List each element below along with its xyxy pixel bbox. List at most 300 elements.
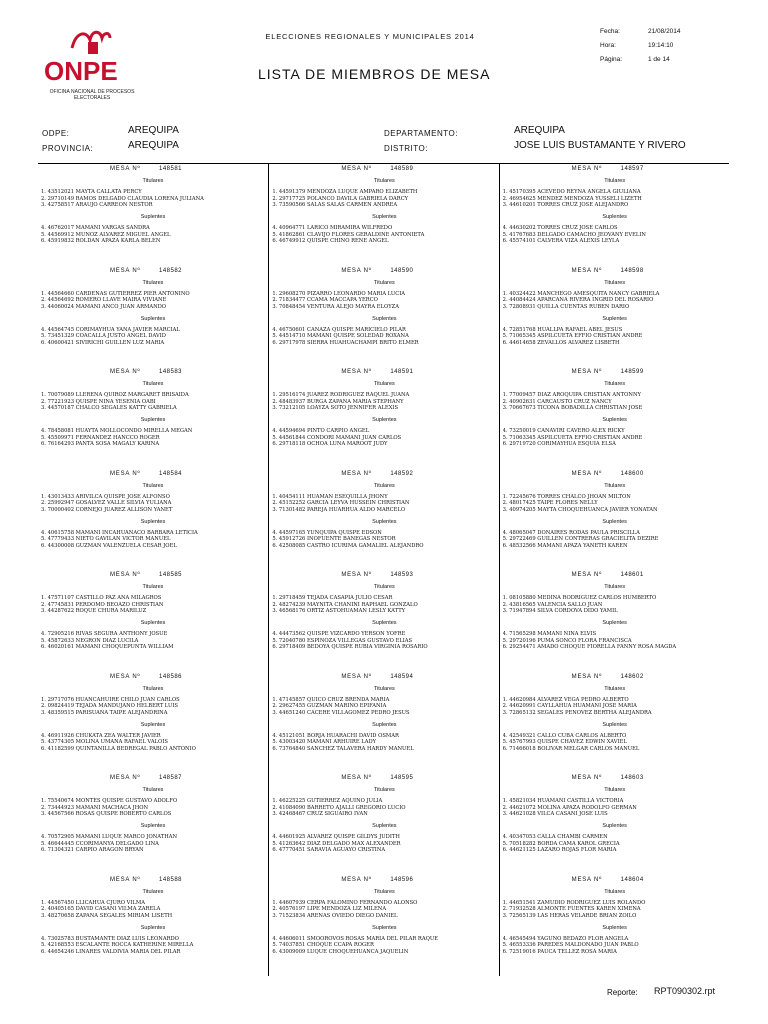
suplentes-heading: Suplentes <box>140 315 166 322</box>
mesa-label: MESA Nº <box>341 166 372 172</box>
titular-member: 1. 44567450 LLICAHUA CJURO VILMA <box>41 899 145 906</box>
titulares-heading: Titulares <box>373 279 395 286</box>
mesa-label: MESA Nº <box>341 876 372 883</box>
titular-member: 3. 70000402 CORNEJO JUAREZ ALLISON YANET <box>41 506 173 513</box>
suplente-member: 6. 47770451 SARAVIA AGUAYO CRISTINA <box>272 847 386 853</box>
suplente-member: 6. 45574101 CALVERA VIZA ALEXIS LEYLA <box>502 238 620 244</box>
mesa-header <box>38 674 268 683</box>
mesa-label: MESA Nº <box>110 572 141 578</box>
mesa-label: MESA Nº <box>110 470 141 477</box>
titular-member: 1. 45170395 ACEVEDO REYNA ANGELA GIULIANA <box>502 189 641 195</box>
mesa-label: MESA Nº <box>110 876 141 883</box>
titular-member: 1. 75540674 MONTES QUISPE GUSTAVO ADOLFO <box>41 798 178 804</box>
titulares-heading: Titulares <box>142 482 164 489</box>
mesa-number: 148604 <box>620 876 644 883</box>
mesa-block <box>500 875 730 977</box>
odpe-value: AREQUIPA <box>128 125 179 136</box>
titular-member: 3. 71523834 ARENAS OVIEDO DIEGO DANIEL <box>272 912 398 919</box>
titulares-heading: Titulares <box>373 787 395 793</box>
mesa-block <box>269 672 499 774</box>
suplentes-heading: Suplentes <box>602 620 627 626</box>
mesa-block <box>38 570 268 672</box>
mesa-header <box>38 877 268 886</box>
mesa-label: MESA Nº <box>110 166 141 172</box>
titular-member: 2. 41084090 BARRETO AJALLI GREGORIO LUCIO <box>272 804 406 811</box>
mesa-block <box>269 773 499 875</box>
titular-member: 3. 73212105 LOAYZA SOTO JENNIFER ALEXIS <box>272 405 399 411</box>
titulares-heading: Titulares <box>373 584 395 590</box>
suplente-member: 5. 41767683 DELGADO CAMACHO JEOVANY EVELIN <box>502 231 646 238</box>
suplente-member: 5. 46644445 CCORIMANYA DELGADO LINA <box>41 840 159 847</box>
mesa-number: 148602 <box>620 673 644 680</box>
mesa-column <box>499 164 730 976</box>
titular-member: 2. 44620991 CAYLLAHUA HUAMANI JOSE MARIA <box>502 703 637 709</box>
mesa-number: 148601 <box>620 572 644 578</box>
titular-member: 3. 71947894 SILVA CORDOVA DIDO YAMIL <box>502 608 618 614</box>
suplente-member: 5. 29720196 PUMA SONCO FLORA FRANCISCA <box>502 637 632 644</box>
titular-member: 3. 44060024 MAMANI ANCO JUAN ARMANDO <box>41 303 167 310</box>
titulares-heading: Titulares <box>604 787 626 793</box>
mesa-block <box>38 164 268 266</box>
titulares-heading: Titulares <box>604 381 626 387</box>
titulares-heading: Titulares <box>373 888 395 895</box>
suplente-member: 5. 70518282 BORDA CAMA KAROL GRECIA <box>502 840 620 847</box>
titular-member: 1. 29718459 TEJADA CASAPIA JULIO CESAR <box>272 595 393 601</box>
mesa-label: MESA Nº <box>571 775 603 781</box>
titular-member: 2. 29627455 GUZMAN MARIÑO EPIFANIA <box>272 703 387 709</box>
suplentes-heading: Suplentes <box>602 417 627 423</box>
suplentes-heading: Suplentes <box>140 518 166 525</box>
mesa-block <box>269 469 499 571</box>
suplente-member: 5. 72040780 ESPINOZA VILLEGAS GUSTAVO ELIAS <box>272 637 413 644</box>
mesa-label: MESA Nº <box>341 470 372 477</box>
mesa-column <box>38 164 268 976</box>
distrito-label: DISTRITO: <box>384 144 428 153</box>
titular-member: 1. 43512021 MAYTA CALLATA PERCY <box>41 189 142 195</box>
suplente-member: 4. 46750601 CANAZA QUISPE MARICIELO PILAR <box>272 326 406 333</box>
departamento-value: AREQUIPA <box>514 125 565 136</box>
suplente-member: 4. 44594694 PINTO CARPIO ANGEL <box>272 428 370 434</box>
titular-member: 3. 72865132 SEGALES PEÑOVEZ BERTHA ALEJANDRA <box>502 709 652 716</box>
titular-member: 2. 77221923 QUISPE NINA YESENIA OABI <box>41 398 156 405</box>
suplente-member: 6. 43009009 LUQUE CHOQUEHUANCA JAQUELIN <box>272 948 409 955</box>
suplente-member: 4. 45121051 BORJA HUARACHI DAVID OSMAR <box>272 732 399 739</box>
titulares-heading: Titulares <box>142 178 164 184</box>
mesa-header <box>269 268 499 277</box>
mesa-block <box>269 266 499 368</box>
titulares-heading: Titulares <box>604 584 626 590</box>
mesa-number: 148592 <box>390 470 414 477</box>
titular-member: 1. 47145857 QUICO CRUZ BRENDA MARIA <box>272 696 390 703</box>
pagina-value: 1 de 14 <box>648 56 670 63</box>
mesa-label: MESA Nº <box>571 369 603 375</box>
suplente-member: 4. 46762017 MAMANI VARGAS SANDRA <box>41 225 150 231</box>
suplente-member: 5. 44569912 MUÑOZ ALVAREZ MIGUEL ANGEL <box>41 231 171 238</box>
mesa-block <box>38 773 268 875</box>
suplente-member: 6. 72519016 PAUCA TELLEZ ROSA MARIA <box>502 948 617 955</box>
mesa-block <box>500 469 730 571</box>
titular-member: 3. 46568176 ORTIZ ASTOHUAMAN LESLY KATTY <box>272 608 406 614</box>
titular-member: 3. 44570187 CHALCO SEGALES KATTY GABRIELA <box>41 405 177 411</box>
mesa-block <box>38 469 268 571</box>
suplente-member: 6. 29719720 CORIMAYHUA ESQUIA ELSA <box>502 441 616 447</box>
suplente-member: 4. 72905216 RIVAS SEGURA ANTHONY JOSUE <box>41 631 168 637</box>
suplente-member: 4. 48065047 DONAIRES RODAS PAULA PRISCILLA <box>502 529 640 536</box>
suplente-member: 4. 44564745 CORIMAYHUA YANA JAVIER MARCIAL <box>41 326 180 333</box>
mesa-header <box>38 369 268 378</box>
mesa-label: MESA Nº <box>341 369 372 375</box>
suplente-member: 4. 73250019 CANAVIRI CAVERO ALEX RICKY <box>502 428 625 434</box>
titular-member: 3. 42758517 ARAUJO CARREON NESTOR <box>41 202 153 208</box>
suplentes-heading: Suplentes <box>602 214 627 220</box>
suplente-member: 6. 29717978 SIERRA HUAHUACHAMPI BRITO ELMER <box>272 339 419 346</box>
mesa-label: MESA Nº <box>110 775 141 781</box>
suplente-member: 6. 71466018 BOLIVAR MELGAR CARLOS MANUEL <box>502 745 640 752</box>
titulares-heading: Titulares <box>142 787 164 793</box>
suplentes-heading: Suplentes <box>372 315 397 322</box>
titular-member: 2. 09824419 TEJADA MANDUJANO HELBERT LUIS <box>41 703 178 709</box>
mesa-block <box>269 570 499 672</box>
mesa-number: 148581 <box>159 166 183 172</box>
titular-member: 2. 48017425 TAIPE FLORES NELLY <box>502 500 598 506</box>
titular-member: 1. 29717076 HUANCAHUIRE CHILO JUAN CARLOS <box>41 696 180 703</box>
suplentes-heading: Suplentes <box>140 721 166 728</box>
suplente-member: 4. 71565298 MAMANI NINA ELVIS <box>502 631 597 637</box>
titulares-heading: Titulares <box>373 482 395 489</box>
suplentes-heading: Suplentes <box>602 315 627 322</box>
titular-member: 1. 47571107 CASTILLO PAZ ANA MILAGROS <box>41 595 162 601</box>
suplente-member: 6. 71304321 CARPIO ARAGON BRYAN <box>41 847 144 853</box>
suplente-member: 4. 40347053 CALLA CHAMBI CARMEN <box>502 834 608 840</box>
suplente-member: 4. 44606011 SMOOROVOS ROSAS MARIA DEL PILAR RAQUE <box>272 935 438 942</box>
fecha-label: Fecha: <box>600 28 620 35</box>
titular-member: 2. 73444923 MAMANI MACHACA JHON <box>41 804 149 811</box>
titulares-heading: Titulares <box>604 279 626 286</box>
suplentes-heading: Suplentes <box>372 620 397 626</box>
mesa-block <box>269 367 499 469</box>
suplentes-heading: Suplentes <box>140 417 166 423</box>
titular-member: 3. 70667673 TICONA BOBADILLA CHRISTIAN JOSE <box>502 405 643 411</box>
mesa-label: MESA Nº <box>341 267 372 274</box>
mesa-header <box>38 572 268 581</box>
titulares-heading: Titulares <box>373 178 395 184</box>
mesa-header <box>269 166 499 175</box>
suplente-member: 4. 44597165 YUNQUIPA QUISPE EDSON <box>272 529 382 536</box>
mesa-header <box>38 775 268 784</box>
mesa-block <box>38 266 268 368</box>
titulares-heading: Titulares <box>604 888 626 895</box>
suplente-member: 4. 40964771 LARICO MIRAMIRA WILFREDO <box>272 225 393 231</box>
mesa-number: 148589 <box>390 166 414 172</box>
titulares-heading: Titulares <box>142 888 164 895</box>
suplentes-heading: Suplentes <box>140 620 166 626</box>
mesa-number: 148583 <box>159 369 183 375</box>
mesa-header <box>500 471 730 480</box>
titular-member: 1. 08105880 MEDINA RODRIGUEZ CARLOS HUMBERTO <box>502 595 657 601</box>
mesa-block <box>500 773 730 875</box>
suplente-member: 4. 78458081 HUAYTA MOLLOCONDO MIRELLA MEGAN <box>41 428 193 434</box>
mesa-block <box>38 367 268 469</box>
suplente-member: 5. 47779433 NIETO GAVILAN VICTOR MANUEL <box>41 536 171 542</box>
titular-member: 2. 45152252 GARCIA LEYVA HUSSEIN CHRISTIAN <box>272 500 410 506</box>
mesa-header <box>269 775 499 784</box>
suplentes-heading: Suplentes <box>602 924 627 931</box>
mesa-header <box>500 572 730 581</box>
reporte-value: RPT090302.rpt <box>654 986 716 996</box>
mesa-header <box>269 572 499 581</box>
titular-member: 1. 29516174 JUAREZ RODRIGUEZ RAQUEL JUANA <box>272 392 410 398</box>
titular-member: 3. 44567566 ROSAS QUISPE ROBERTO CARLOS <box>41 811 172 817</box>
mesa-label: MESA Nº <box>110 673 141 680</box>
suplentes-heading: Suplentes <box>140 214 166 220</box>
page-title: LISTA DE MIEMBROS DE MESA <box>258 66 491 82</box>
titular-member: 2. 71834477 CCAMA MACCAPA YERCO <box>272 297 378 303</box>
suplente-member: 4. 44630202 TORRES CRUZ JOSE CARLOS <box>502 225 618 231</box>
titular-member: 2. 47745831 PERDOMO BEOAZO CHRISTIAN <box>41 601 164 608</box>
suplente-member: 5. 43774305 MOLINA UMAÑA RAFAEL VALOIS <box>41 739 168 745</box>
titulares-heading: Titulares <box>142 381 164 387</box>
mesa-number: 148590 <box>390 267 414 274</box>
titular-member: 2. 40405165 DAVID CASANI VILMA ZARELA <box>41 906 161 912</box>
suplente-member: 6. 29718118 OCHOA LUNA MAROOT JUDY <box>272 441 388 447</box>
mesa-number: 148596 <box>390 876 414 883</box>
mesa-header <box>500 877 730 886</box>
titular-member: 1. 40324422 MANCHEGO AMESQUITA NANCY GABRIELA <box>502 290 660 297</box>
mesa-number: 148600 <box>620 470 644 477</box>
titular-member: 3. 44621028 VILCA CASANI JOSE LUIS <box>502 811 608 817</box>
suplentes-heading: Suplentes <box>602 518 627 525</box>
suplente-member: 5. 45767993 QUISPE CHAVEZ EDWIN XAVIEL <box>502 739 627 745</box>
titular-member: 1. 44564660 CARDENAS GUTIERREZ PIER ANTONINO <box>41 290 190 297</box>
titular-member: 3. 48270658 ZAPANA SEGALES MIRIAM LISETH <box>41 912 173 919</box>
titular-member: 1. 46225225 GUTIERREZ AQUINO JULIA <box>272 798 383 804</box>
suplente-member: 6. 44300008 GUZMAN VALENZUELA CESAR JOEL <box>41 542 177 549</box>
titulares-heading: Titulares <box>604 482 626 489</box>
titulares-heading: Titulares <box>604 685 626 692</box>
suplente-member: 6. 76164293 PANTA SOSA MAGALY KARINA <box>41 441 160 447</box>
suplente-member: 6. 44654246 LINARES VALDIVIA MARIA DEL PILAR <box>41 948 181 955</box>
titulares-heading: Titulares <box>142 584 164 590</box>
titular-member: 3. 48359515 PARISUAÑA TAIPE ALEJANDRINA <box>41 709 168 716</box>
mesa-number: 148599 <box>620 369 644 375</box>
suplentes-heading: Suplentes <box>602 721 627 728</box>
titular-member: 2. 40902631 CARCAUSTO CRUZ NANCY <box>502 398 612 405</box>
mesa-header <box>269 369 499 378</box>
provincia-label: PROVINCIA: <box>42 144 94 153</box>
mesa-block <box>269 875 499 977</box>
titular-member: 1. 72245676 TORRES CHALCO JHOAN MILTON <box>502 493 631 500</box>
mesa-label: MESA Nº <box>571 673 603 680</box>
suplente-member: 4. 72851768 HUALLPA RAFAEL ABEL JESUS <box>502 326 623 333</box>
suplentes-heading: Suplentes <box>372 417 397 423</box>
mesa-header <box>500 775 730 784</box>
titular-member: 2. 48483937 BURGA ZAPANA MARIA STEPHANY <box>272 398 404 405</box>
suplente-member: 6. 73764840 SANCHEZ TALAVERA HARDY MANUEL <box>272 745 414 752</box>
mesa-number: 148593 <box>390 572 414 578</box>
titular-member: 2. 44621072 MOLINA APAZA RODOLFO GERMAN <box>502 804 637 811</box>
mesa-header <box>500 369 730 378</box>
suplente-member: 6. 48532566 MAMANI APAZA YANETH KAREN <box>502 542 628 549</box>
mesa-header <box>269 471 499 480</box>
mesa-label: MESA Nº <box>341 572 372 578</box>
titular-member: 1. 44591379 MENDOZA LUQUE AMPARO ELIZABETH <box>272 189 418 195</box>
mesa-block <box>500 266 730 368</box>
titular-member: 3. 72808931 QUILLA CUENTAS RUBEN DARIO <box>502 303 630 310</box>
titular-member: 1. 44620984 ALVAREZ VEGA PEDRO ALBERTO <box>502 696 629 703</box>
suplente-member: 6. 44621125 LAZARO ROJAS FLOR MARIA <box>502 847 617 853</box>
titulares-heading: Titulares <box>142 279 164 286</box>
mesa-number: 148597 <box>620 166 644 172</box>
titular-member: 1. 40454111 HUAMAN ESEQUILLA JHONY <box>272 493 388 500</box>
distrito-value: JOSE LUIS BUSTAMANTE Y RIVERO <box>514 140 686 151</box>
fecha-value: 21/08/2014 <box>648 28 681 35</box>
suplente-member: 4. 70572905 MAMANI LUQUE MARCO JONATHAN <box>41 834 178 840</box>
mesa-block <box>500 672 730 774</box>
mesa-block <box>269 164 499 266</box>
suplente-member: 6. 45919832 ROLDAN APAZA KARLA BELEN <box>41 238 161 244</box>
suplente-member: 5. 45872633 NEGRON DIAZ LUCILA <box>41 637 139 644</box>
titulares-heading: Titulares <box>142 685 164 692</box>
mesa-column <box>268 164 499 976</box>
suplentes-heading: Suplentes <box>372 924 397 931</box>
suplentes-heading: Suplentes <box>372 721 397 728</box>
mesa-number: 148598 <box>620 267 644 274</box>
odpe-label: ODPE: <box>42 129 70 138</box>
titular-member: 3. 73590566 SALAS SALAS CARMEN ANDREA <box>272 202 398 208</box>
titular-member: 3. 44651240 CACERE VILLAGOMEZ PEDRO JESUS <box>272 709 410 716</box>
titular-member: 1. 43013433 ARIVILCA QUISPE JOSE ALFONSO <box>41 493 170 500</box>
mesa-header <box>500 268 730 277</box>
mesa-grid <box>38 163 729 976</box>
titular-member: 1. 77009457 DIAZ AROQUIPA CRISTIAN ANTONNY <box>502 392 641 398</box>
suplente-member: 6. 29254471 AMADO CHOQUE FIORELLA FANNY ROSA MAGDA <box>502 644 677 650</box>
suplente-member: 4. 73025783 BUSTAMANTE DIAZ LUIS LEONARDO <box>41 935 179 942</box>
titulares-heading: Titulares <box>373 685 395 692</box>
suplente-member: 6. 46020161 MAMANI CHOQUEPUNTA WILLIAM <box>41 644 174 650</box>
suplente-member: 4. 46911926 CHUKATA ZEA WALTER JAVIER <box>41 732 161 739</box>
mesa-block <box>38 672 268 774</box>
mesa-number: 148595 <box>390 775 414 781</box>
mesa-block <box>500 164 730 266</box>
suplentes-heading: Suplentes <box>602 823 627 829</box>
mesa-number: 148584 <box>159 470 183 477</box>
suplente-member: 5. 46553336 PAREDES MALDONADO JUAN PABLO <box>502 942 639 948</box>
suplente-member: 5. 74037851 CHOQUE CCAPA ROGER <box>272 942 374 948</box>
suplente-member: 4. 44473562 QUISPE VIZCARDO YERSON YOFRE <box>272 631 406 637</box>
mesa-label: MESA Nº <box>571 470 603 477</box>
mesa-label: MESA Nº <box>110 267 141 274</box>
reporte-label: Reporte: <box>607 988 638 997</box>
titular-member: 3. 40974205 MAYTA CHOQUEHUANCA JAVIER YONATAN <box>502 506 658 513</box>
mesa-block <box>38 875 268 977</box>
titulares-heading: Titulares <box>604 178 626 184</box>
mesa-number: 148591 <box>390 369 414 375</box>
mesa-label: MESA Nº <box>571 876 603 883</box>
suplente-member: 5. 44514710 MAMANI QUISPE SOLEDAD ROXANA <box>272 333 409 339</box>
suplente-member: 4. 46545494 YAGUNO BEDAZO FLOR ANGELA <box>502 935 629 942</box>
mesa-block <box>500 570 730 672</box>
titular-member: 3. 44287622 ROQUE CHURA MARILUZ <box>41 608 147 614</box>
titular-member: 2. 29717725 POLANCO DAVILA GABRIELA DARCY <box>272 195 409 202</box>
departamento-label: DEPARTAMENTO: <box>384 129 458 138</box>
titular-member: 1. 70079089 LLERENA QUIROZ MARGARET BRISAIDA <box>41 392 189 398</box>
mesa-label: MESA Nº <box>571 572 603 578</box>
hora-label: Hora: <box>600 42 616 49</box>
brand-name: ONPE <box>44 56 118 86</box>
mesa-number: 148594 <box>390 673 414 680</box>
titulares-heading: Titulares <box>373 381 395 387</box>
suplente-member: 5. 43003420 MAMANI ARHUIRE LADY <box>272 739 377 745</box>
suplente-member: 6. 44614658 ZEVALLOS ALVAREZ LISBETH <box>502 339 620 346</box>
provincia-value: AREQUIPA <box>128 140 179 151</box>
titular-member: 2. 46954625 MENDEZ MENDOZA YUSSELI LIZETH <box>502 195 642 202</box>
mesa-header <box>269 877 499 886</box>
mesa-number: 148582 <box>159 267 183 274</box>
suplentes-heading: Suplentes <box>372 518 397 525</box>
mesa-block <box>500 367 730 469</box>
election-name: ELECCIONES REGIONALES Y MUNICIPALES 2014 <box>265 32 475 41</box>
mesa-header <box>38 268 268 277</box>
mesa-number: 148588 <box>159 876 183 883</box>
suplentes-heading: Suplentes <box>372 214 397 220</box>
titular-member: 2. 44564692 ROMERO LLAVE MAIRA VIVIANE <box>41 297 167 303</box>
suplente-member: 6. 40600421 SIVIRICHI GUILLEN LUZ MARIA <box>41 339 165 346</box>
suplente-member: 5. 41263642 DIAZ DELGADO MAX ALEXANDER <box>272 840 401 847</box>
ballot-hand-icon <box>66 26 114 56</box>
suplente-member: 5. 44561844 CONDORI MAMANI JUAN CARLOS <box>272 434 402 441</box>
suplente-member: 4. 40615758 MAMANI INCAHUANACO BARBARA LETICIA <box>41 529 198 536</box>
brand-subtitle: OFICINA NACIONAL DE PROCESOS ELECTORALES <box>49 89 135 101</box>
mesa-header <box>38 471 268 480</box>
titular-member: 1. 44651541 ZAMUDIO RODRIGUEZ LUIS ROLANDO <box>502 899 646 906</box>
suplente-member: 5. 45509971 FERNANDEZ HANCCO ROGER <box>41 434 160 441</box>
suplente-member: 5. 71065345 ASPILCUETA EFFIO CRISTIAN ANDRE <box>502 333 643 339</box>
mesa-header <box>500 674 730 683</box>
suplente-member: 5. 71063345 ASPILCUETA EFFIO CRISTIAN ANDRE <box>502 434 643 441</box>
titular-member: 2. 43816565 VALENCIA SALLO JUAN <box>502 601 603 608</box>
titular-member: 3. 72565139 LAS HERAS VELARDE BRIAN ZOILO <box>502 912 637 919</box>
suplente-member: 6. 29718409 BEDOYA QUISPE RUBIA VIRGINIA ROSARIO <box>272 644 428 650</box>
suplente-member: 5. 45912726 INOFUENTE BANEGAS NESTOR <box>272 536 396 542</box>
titular-member: 2. 48274239 MAYNITA CHANINI RAPHAEL GONZALO <box>272 601 418 608</box>
mesa-label: MESA Nº <box>341 673 372 680</box>
suplentes-heading: Suplentes <box>140 924 166 931</box>
titular-member: 2. 71932528 ALMONTE FUENTES KAREN XIMENA <box>502 906 641 912</box>
mesa-label: MESA Nº <box>571 166 603 172</box>
suplente-member: 5. 73451329 COACALLA JUSTO ANGEL DAVID <box>41 333 166 339</box>
suplente-member: 5. 42168553 ESCALANTE ROCCA KATHERINE MIRELLA <box>41 942 194 948</box>
onpe-logo <box>36 22 144 106</box>
mesa-number: 148587 <box>159 775 183 781</box>
titular-member: 2. 29710149 RAMOS DELGADO CLAUDIA LORENA JULIANA <box>41 195 204 202</box>
titular-member: 1. 29608270 PIZARRO LEONARDO MARIA LUCIA <box>272 290 406 297</box>
mesa-number: 148585 <box>159 572 183 578</box>
titular-member: 1. 44607939 CERPA FALOMINO FERNANDO ALONSO <box>272 899 418 906</box>
mesa-number: 148603 <box>620 775 644 781</box>
titular-member: 3. 44610201 TORRES CRUZ JOSE ALEJANDRO <box>502 202 629 208</box>
mesa-header <box>38 166 268 175</box>
pagina-label: Página: <box>600 56 623 63</box>
mesa-number: 148586 <box>159 673 183 680</box>
suplente-member: 6. 41182599 QUINTANILLA BEDREGAL PABLO ANTONIO <box>41 745 196 752</box>
suplentes-heading: Suplentes <box>140 823 166 829</box>
titular-member: 2. 44084424 APARCANA RIVERA INGRID DEL ROSARIO <box>502 297 654 303</box>
mesa-label: MESA Nº <box>341 775 372 781</box>
suplente-member: 5. 29722469 GUILLEN CONTRERAS GRACIELITA DEZIRE <box>502 536 659 542</box>
titular-member: 1. 45821034 HUAMANI CASTILLA VICTORIA <box>502 798 624 804</box>
titular-member: 2. 40576197 LIPE MENDOZA LIZ MILENA <box>272 906 387 912</box>
suplente-member: 5. 41862861 CLAVIJO FLORES GERALDINE ANTONIETA <box>272 231 425 238</box>
